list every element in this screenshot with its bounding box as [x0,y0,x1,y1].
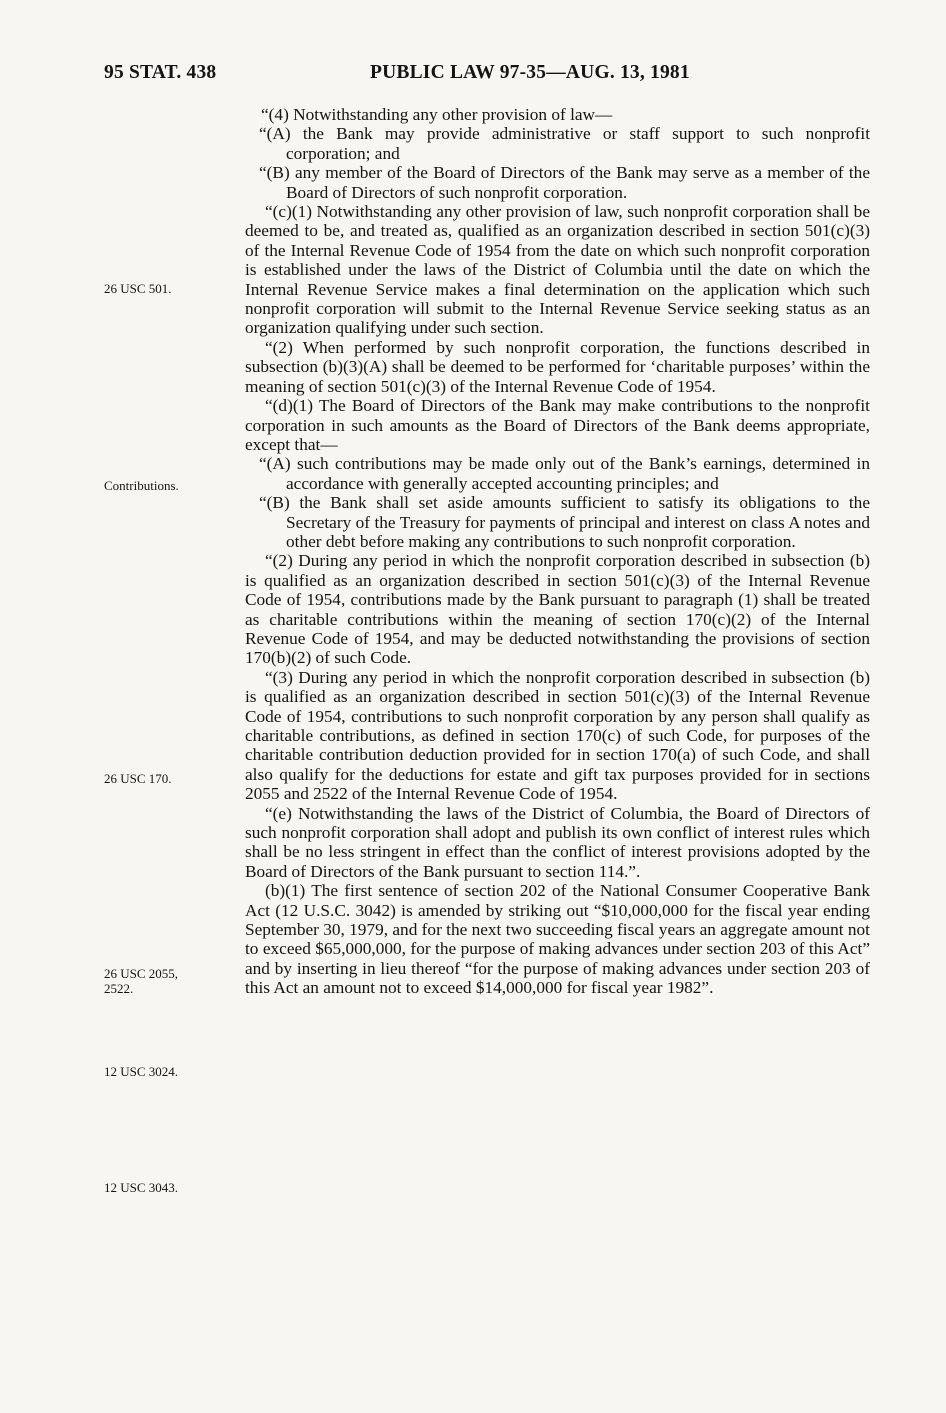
margin-note-12-usc-3043: 12 USC 3043. [104,1180,179,1195]
paragraph-d-1: “(d)(1) The Board of Directors of the Bank may make contributions to the nonprofit corporation in such amounts as the Board of Directors of the Bank deems appropriate, except that— [245,396,870,454]
paragraph-d-1-a: “(A) such contributions may be made only out of the Bank’s earnings, determined in accordance with generally accepted accounting principles; and [259,454,870,493]
paragraph-e: “(e) Notwithstanding the laws of the District of Columbia, the Board of Directors of such nonprofit corporation shall adopt and publish its own conflict of interest rules which shall be no less stringent in effect than the conflict of interest provisions adopted by the Board of Directors of the Bank pursuant to section 114.”. [245,803,870,881]
paragraph-b-1: (b)(1) The first sentence of section 202 of the National Consumer Cooperative Bank Act (12 U.S.C. 3042) is amended by striking out “$10,000,000 for the fiscal year ending September 30, 1979, and for the next two succeeding fiscal years an aggregate amount not to exceed $65,000,000, for the purpose of making advances under section 203 of this Act” and by inserting in lieu thereof “for the purpose of making advances under section 203 of this Act an amount not to exceed $14,000,000 for fiscal year 1982”. [245,881,870,998]
margin-note-26-usc-2055: 26 USC 2055, 2522. [104,966,179,996]
statute-body [245,105,870,998]
paragraph-d-2: “(2) During any period in which the nonprofit corporation described in subsection (b) is qualified as an organization described in section 501(c)(3) of the Internal Revenue Code of 1954, contributions made by the Bank pursuant to paragraph (1) shall be treated as charitable contributions within the meaning of section 170(c)(2) of the Internal Revenue Code of 1954, and may be deducted notwithstanding the provisions of section 170(b)(2) of such Code. [245,551,870,668]
paragraph-4: “(4) Notwithstanding any other provision of law— [261,105,613,124]
margin-note-12-usc-3024: 12 USC 3024. [104,1064,179,1079]
paragraph-4-a: “(A) the Bank may provide administrative or staff support to such nonprofit corporation; and [259,124,870,163]
paragraph-d-3: “(3) During any period in which the nonprofit corporation described in subsection (b) is qualified as an organization described in section 501(c)(3) of the Internal Revenue Code of 1954, contributions to such nonprofit corporation by any person shall qualify as charitable contributions, as defined in section 170(c) of such Code, for purposes of the charitable contribution deduction provided for in section 170(a) of such Code, and shall also qualify for the deductions for estate and gift tax purposes provided for in sections 2055 and 2522 of the Internal Revenue Code of 1954. [245,667,870,804]
margin-note-contributions: Contributions. [104,478,179,493]
paragraph-4-b: “(B) any member of the Board of Directors of the Bank may serve as a member of the Board of Directors of such nonprofit corporation. [259,163,870,202]
paragraph-c-2: “(2) When performed by such nonprofit corporation, the functions described in subsection (b)(3)(A) shall be deemed to be performed for ‘charitable purposes’ within the meaning of section 501(c)(3) of the Internal Revenue Code of 1954. [245,337,870,396]
paragraph-d-1-b: “(B) the Bank shall set aside amounts sufficient to satisfy its obligations to the Secretary of the Treasury for payments of principal and interest on class A notes and other debt before making any contributions to such nonprofit corporation. [259,493,870,551]
page-number: 95 STAT. 438 [104,62,217,83]
margin-note-26-usc-170: 26 USC 170. [104,771,172,786]
paragraph-c-1: “(c)(1) Notwithstanding any other provision of law, such nonprofit corporation shall be deemed to be, and treated as, qualified as an organization described in section 501(c)(3) of the Internal Revenue Code of 1954 from the date on which such nonprofit corporation is established under the laws of the District of Columbia until the date on which the Internal Revenue Service makes a final determination on the application which such nonprofit corporation will submit to the Internal Revenue Service seeking status as an organization qualifying under such section. [245,202,870,338]
page-header-title: PUBLIC LAW 97-35—AUG. 13, 1981 [370,62,690,83]
margin-note-26-usc-501: 26 USC 501. [104,281,172,296]
